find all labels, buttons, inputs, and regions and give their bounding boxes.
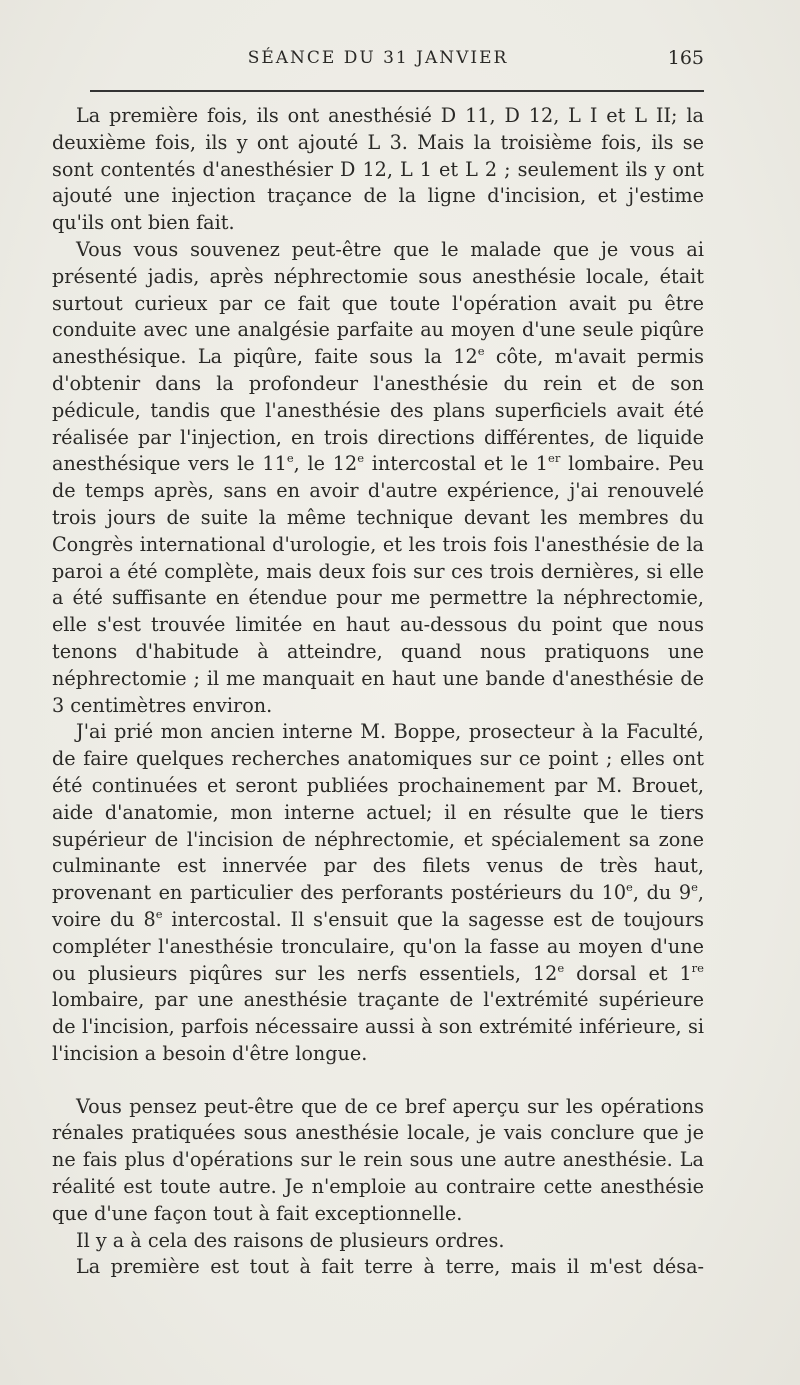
- running-title: SÉANCE DU 31 JANVIER: [247, 48, 509, 68]
- text-run: intercostal et le 1: [364, 452, 549, 476]
- superscript: e: [155, 906, 163, 921]
- superscript: e: [286, 451, 294, 466]
- paragraph-gap: [52, 1068, 704, 1094]
- paragraph-1: [52, 103, 704, 237]
- superscript: e: [557, 960, 565, 975]
- text-run: lombaire. Peu de temps après, sans en avoir d'autre expérience, j'ai renouvelé trois jours de suite la même technique devant les membres du Congrès international d'urologie, et les trois fois l'anesthésie de la paroi a été complète, mais deux fois sur ces trois dernières, si elle a été suffisante en étendue pour me permettre la néphrectomie, elle s'est trouvée limitée en haut au-dessous du point que nous tenons d'habitude à atteindre, quand nous pratiquons une néphrectomie ; il me manquait en haut une bande d'anesthésie de 3 centimètres environ.: [52, 452, 705, 717]
- text-run: , du 9: [632, 881, 692, 905]
- text-run: Vous pensez peut-être que de ce bref aperçu sur les opérations rénales pratiquées sous anesthésie locale, je vais conclure que je ne fais plus d'opérations sur le rein sous une autre anesthésie. La réalité est toute autre. Je n'emploie au contraire cette anesthésie que d'une façon tout à fait exceptionnelle.: [52, 1094, 704, 1225]
- body-text: [52, 103, 704, 1281]
- text-run: , le 12: [293, 452, 358, 476]
- text-run: intercostal. Il s'ensuit que la sagesse est de toujours compléter l'anesthésie tronculaire, qu'on la fasse au moyen d'une ou plusieurs piqûres sur les nerfs essentiels, 12: [52, 907, 704, 985]
- text-run: dorsal et 1: [564, 961, 692, 985]
- superscript: e: [626, 880, 633, 895]
- superscript: re: [691, 960, 704, 975]
- text-run: , voire du 8: [52, 881, 704, 931]
- superscript: e: [691, 880, 698, 895]
- text-run: J'ai prié mon ancien interne M. Boppe, prosecteur à la Faculté, de faire quelques recherches anatomiques sur ce point ; elles ont été continuées et seront publiées prochainement par M. Brouet, aide d'anatomie, mon interne actuel; il en résulte que le tiers supérieur de l'incision de néphrectomie, et spécialement sa zone culminante est innervée par des filets venus de très haut, provenant en particulier des perforants postérieurs du 10: [52, 720, 704, 905]
- superscript: e: [477, 344, 485, 359]
- superscript: er: [548, 451, 561, 466]
- paragraph-3: [52, 719, 704, 1067]
- text-run: Vous vous souvenez peut-être que le malade que je vous ai présenté jadis, après néphrectomie sous anesthésie locale, était surtout curieux par ce fait que toute l'opération avait pu être conduite avec une analgésie parfaite au moyen d'une seule piqûre anesthésique. La piqûre, faite sous la 12: [52, 237, 704, 369]
- text-run: côte, m'avait permis d'obtenir dans la profondeur l'anesthésie du rein et de son pédicule, tandis que l'anesthésie des plans superficiels avait été réalisée par l'injection, en trois directions différentes, de liquide anesthésique vers le 11: [52, 345, 704, 476]
- paragraph-2: [52, 237, 704, 719]
- paragraph-5: [52, 1228, 704, 1255]
- paragraph-4: [52, 1094, 704, 1228]
- text-run: Il y a à cela des raisons de plusieurs ordres.: [76, 1228, 505, 1252]
- text-run: La première fois, ils ont anesthésié D 11, D 12, L I et L II; la deuxième fois, ils y ont ajouté L 3. Mais la troisième fois, ils se sont contentés d'anesthésier D 12, L 1 et L 2 ; seulement ils y ont ajouté une injection traçance de la ligne d'incision, et j'estime qu'ils ont bien fait.: [52, 104, 704, 235]
- page-number: 165: [667, 47, 704, 69]
- superscript: e: [357, 451, 365, 466]
- page-header: [52, 46, 704, 76]
- paragraph-6: [52, 1254, 704, 1281]
- header-rule: [90, 90, 704, 92]
- text-run: La première est tout à fait terre à terre, mais il m'est désa-: [76, 1255, 704, 1279]
- text-run: lombaire, par une anesthésie traçante de l'extrémité supérieure de l'incision, parfois nécessaire aussi à son extrémité inférieure, si l'incision a besoin d'être longue.: [52, 988, 704, 1065]
